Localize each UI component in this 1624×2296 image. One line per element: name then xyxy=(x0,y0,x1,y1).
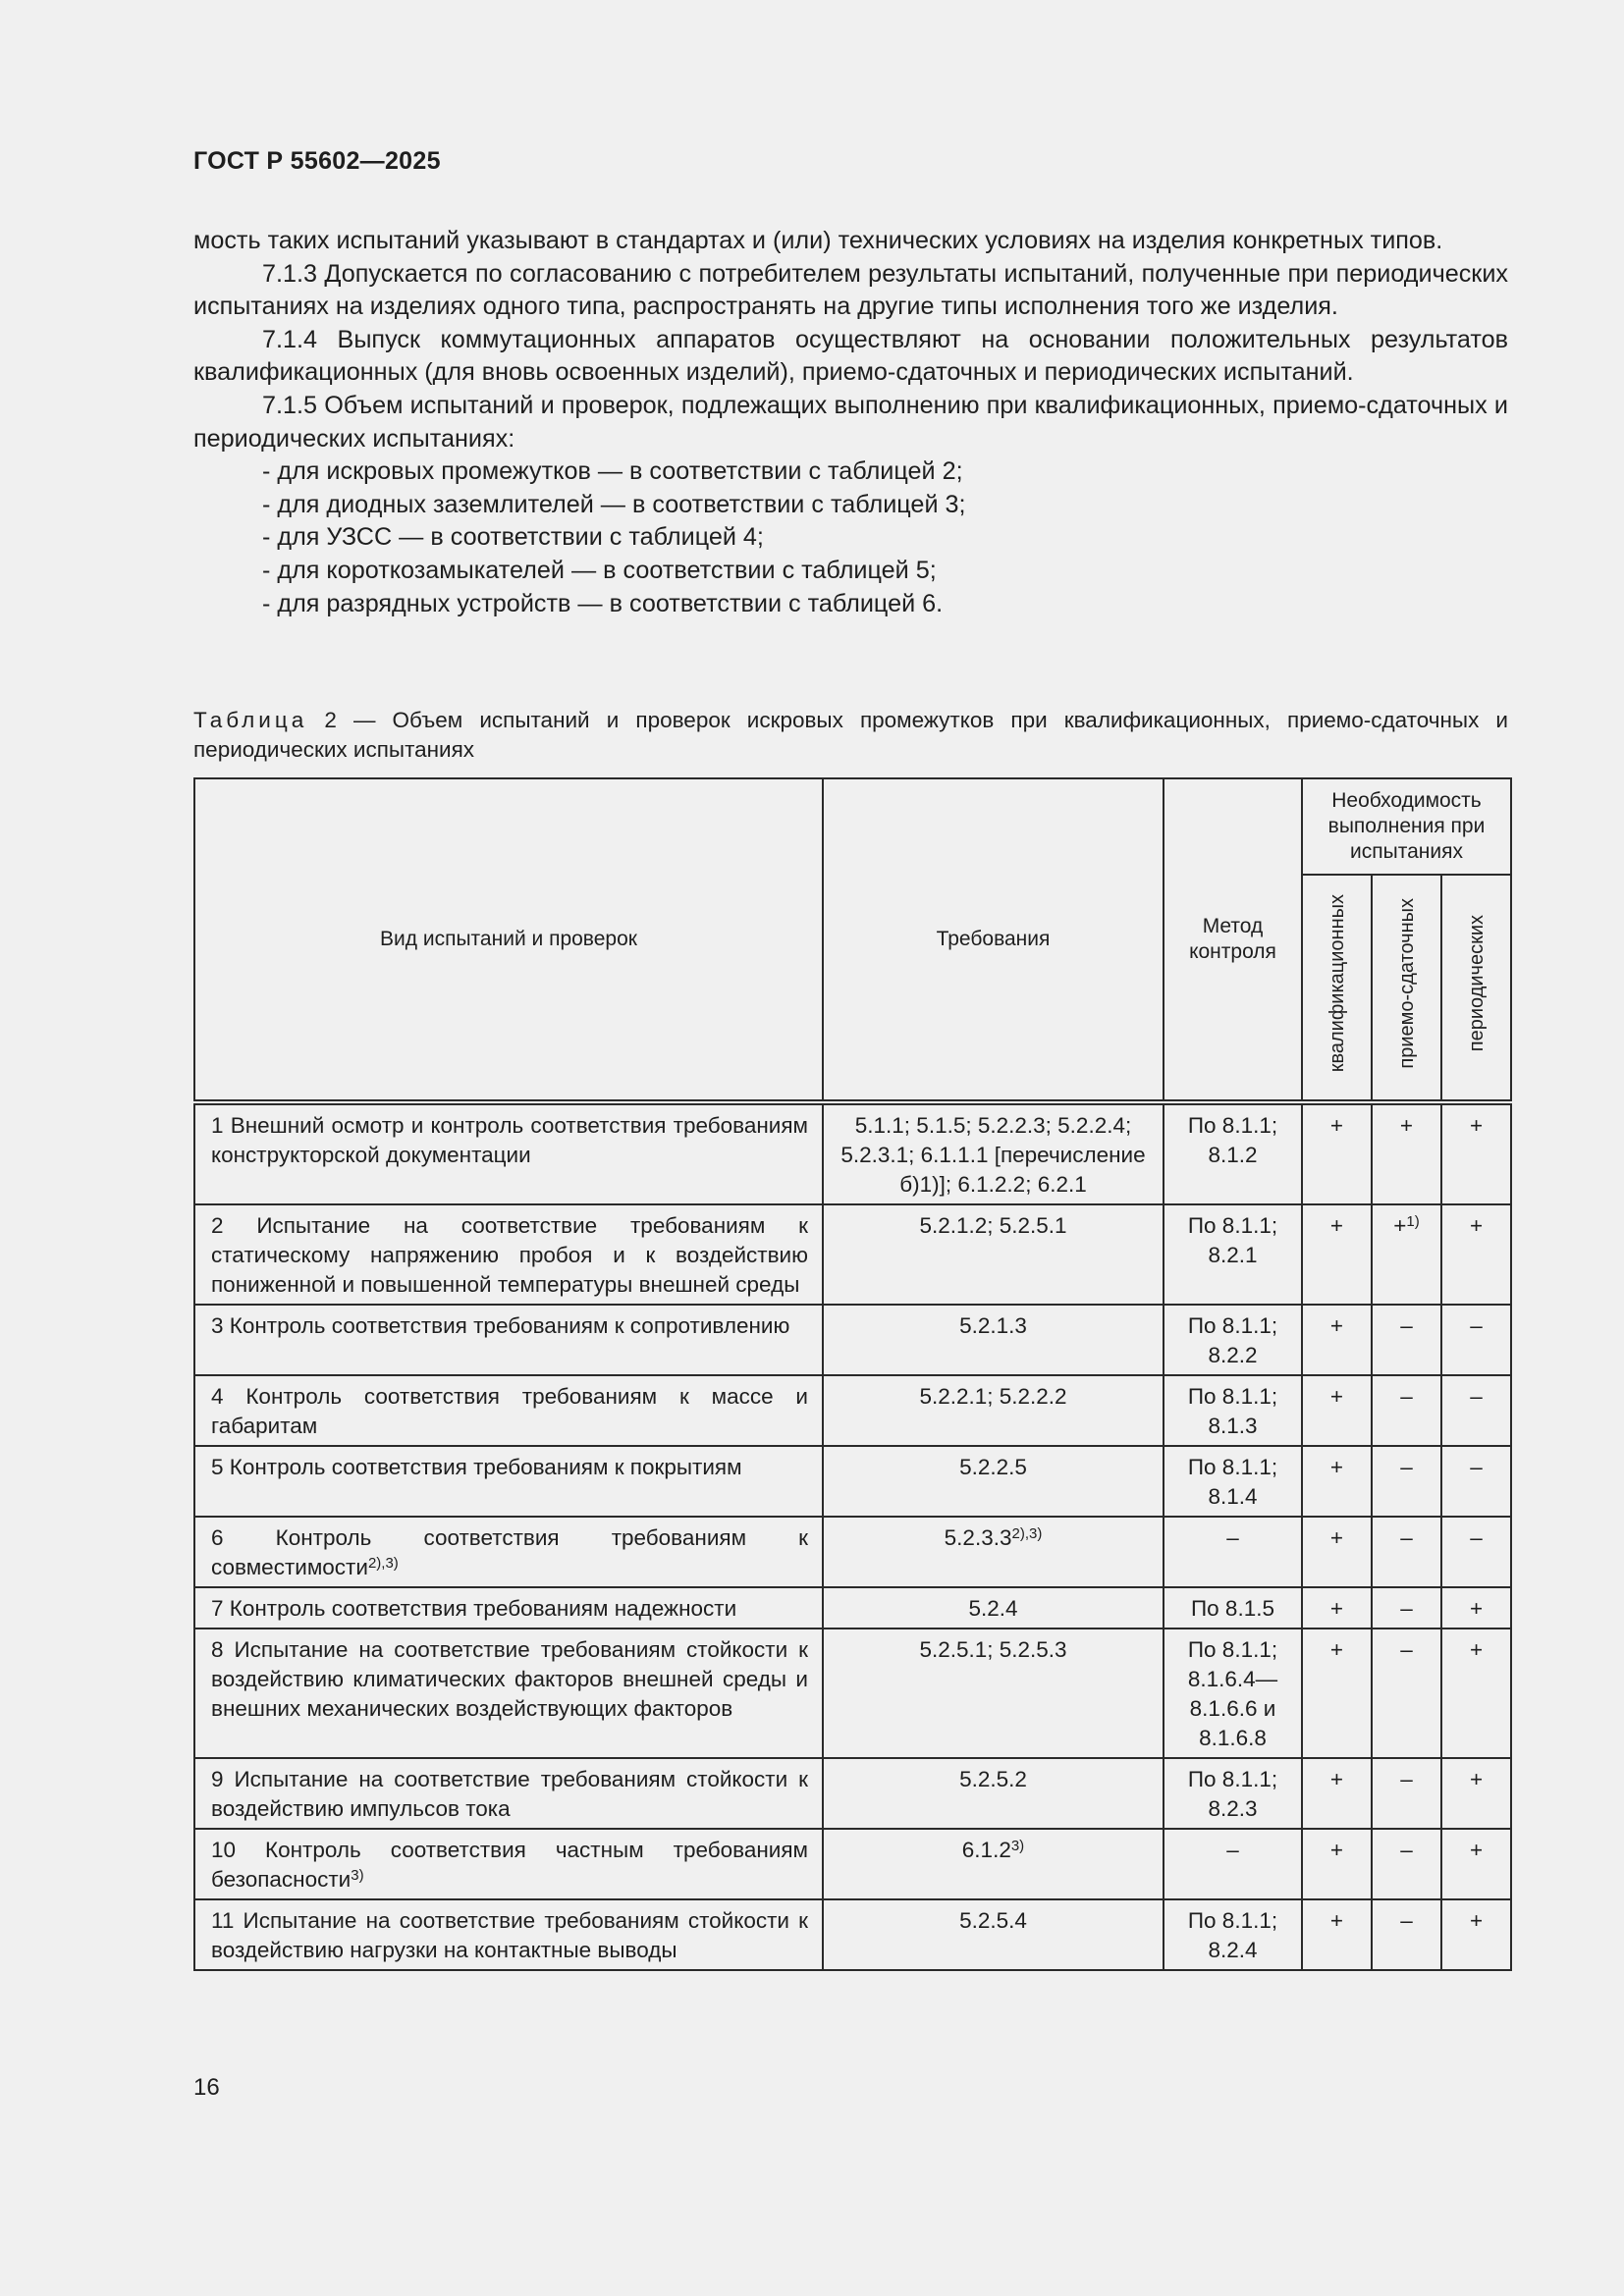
requirements-cell xyxy=(823,1204,1164,1305)
header-acceptance xyxy=(1372,875,1441,1102)
requirements-cell-text: 5.2.4 xyxy=(968,1596,1018,1621)
acceptance-mark xyxy=(1372,1375,1441,1446)
acceptance-mark-text: – xyxy=(1400,1838,1413,1862)
method-cell xyxy=(1164,1305,1302,1375)
method-cell xyxy=(1164,1758,1302,1829)
requirements-cell xyxy=(823,1517,1164,1587)
method-cell xyxy=(1164,1102,1302,1204)
acceptance-mark-text: – xyxy=(1400,1455,1413,1479)
test-name-cell xyxy=(194,1204,823,1305)
qualification-mark xyxy=(1302,1829,1372,1899)
requirements-cell-text: 5.2.5.1; 5.2.5.3 xyxy=(919,1637,1067,1662)
requirements-cell-text: 5.2.5.4 xyxy=(959,1908,1027,1933)
table-row xyxy=(194,1517,1511,1587)
tests-table xyxy=(193,777,1512,1971)
acceptance-mark xyxy=(1372,1899,1441,1970)
periodic-mark-text: + xyxy=(1469,1596,1484,1621)
test-name-cell xyxy=(194,1375,823,1446)
requirements-cell-text: 5.2.5.2 xyxy=(959,1767,1027,1791)
method-cell xyxy=(1164,1829,1302,1899)
method-cell xyxy=(1164,1629,1302,1758)
test-name-cell xyxy=(194,1758,823,1829)
qualification-mark-text: + xyxy=(1329,1525,1344,1550)
test-name-cell-text: 1 Внешний осмотр и контроль соответствия требованиям конструкторской документации xyxy=(211,1113,808,1167)
requirements-cell xyxy=(823,1305,1164,1375)
tests-table-body xyxy=(194,1102,1511,1970)
header-test-type: Вид испытаний и проверок xyxy=(194,778,823,1102)
method-cell-text: По 8.1.1; 8.2.3 xyxy=(1187,1767,1278,1821)
periodic-mark xyxy=(1441,1446,1511,1517)
qualification-mark xyxy=(1302,1758,1372,1829)
qualification-mark-text: + xyxy=(1329,1313,1344,1338)
qualification-mark-text: + xyxy=(1329,1767,1344,1791)
qualification-mark-text: + xyxy=(1329,1213,1344,1238)
method-cell-text: По 8.1.1; 8.2.4 xyxy=(1187,1908,1278,1962)
table-caption-text: 2 — Объем испытаний и проверок искровых промежутков при квалификационных, приемо-сдаточных и периодических испытаниях xyxy=(193,708,1508,762)
standard-header: ГОСТ Р 55602—2025 xyxy=(193,147,441,175)
test-name-cell xyxy=(194,1102,823,1204)
test-name-cell xyxy=(194,1305,823,1375)
periodic-mark xyxy=(1441,1517,1511,1587)
qualification-mark-text: + xyxy=(1329,1838,1344,1862)
acceptance-mark-text: – xyxy=(1400,1637,1413,1662)
qualification-mark xyxy=(1302,1375,1372,1446)
acceptance-mark xyxy=(1372,1629,1441,1758)
list-item: - для диодных заземлителей — в соответствии с таблицей 3; xyxy=(262,490,966,518)
method-cell-text: – xyxy=(1226,1838,1239,1862)
periodic-mark xyxy=(1441,1102,1511,1204)
header-requirements: Требования xyxy=(823,778,1164,1102)
periodic-mark xyxy=(1441,1629,1511,1758)
requirements-cell xyxy=(823,1899,1164,1970)
qualification-mark-text: + xyxy=(1329,1384,1344,1409)
requirements-cell-text: 5.2.1.2; 5.2.5.1 xyxy=(919,1213,1067,1238)
acceptance-mark-text: + xyxy=(1393,1213,1407,1238)
method-cell-text: – xyxy=(1226,1525,1239,1550)
test-name-cell xyxy=(194,1517,823,1587)
test-name-cell-text: 3 Контроль соответствия требованиям к сопротивлению xyxy=(211,1313,790,1338)
periodic-mark xyxy=(1441,1587,1511,1629)
table-caption-label: Таблица xyxy=(193,708,308,732)
qualification-mark xyxy=(1302,1446,1372,1517)
acceptance-mark xyxy=(1372,1587,1441,1629)
method-cell-text: По 8.1.1; 8.2.1 xyxy=(1187,1213,1278,1267)
acceptance-mark xyxy=(1372,1102,1441,1204)
footnote-ref: 3) xyxy=(1010,1838,1025,1854)
periodic-mark xyxy=(1441,1305,1511,1375)
qualification-mark xyxy=(1302,1517,1372,1587)
requirements-cell-text: 5.2.3.3 xyxy=(944,1525,1012,1550)
requirements-cell-text: 5.1.1; 5.1.5; 5.2.2.3; 5.2.2.4; 5.2.3.1; 6.1.1.1 [перечисление б)1)]; 6.1.2.2; 6.2.1 xyxy=(840,1113,1146,1197)
footnote-ref: 2),3) xyxy=(1011,1525,1043,1542)
qualification-mark xyxy=(1302,1899,1372,1970)
periodic-mark-text: + xyxy=(1469,1767,1484,1791)
test-name-cell-text: 11 Испытание на соответствие требованиям стойкости к воздействию нагрузки на контактные выводы xyxy=(211,1908,808,1962)
method-cell-text: По 8.1.1; 8.2.2 xyxy=(1187,1313,1278,1367)
qualification-mark xyxy=(1302,1587,1372,1629)
test-name-cell xyxy=(194,1629,823,1758)
table-row xyxy=(194,1629,1511,1758)
list-item: - для короткозамыкателей — в соответствии с таблицей 5; xyxy=(262,556,937,584)
method-cell xyxy=(1164,1204,1302,1305)
periodic-mark xyxy=(1441,1204,1511,1305)
periodic-mark xyxy=(1441,1829,1511,1899)
acceptance-mark xyxy=(1372,1204,1441,1305)
test-name-cell-text: 5 Контроль соответствия требованиям к покрытиям xyxy=(211,1455,742,1479)
qualification-mark-text: + xyxy=(1329,1908,1344,1933)
periodic-mark-text: – xyxy=(1470,1313,1483,1338)
footnote-ref: 3) xyxy=(351,1867,364,1884)
paragraph: мость таких испытаний указывают в стандартах и (или) технических условиях на изделия конкретных типов. xyxy=(193,227,1443,254)
test-name-cell-text: 4 Контроль соответствия требованиям к массе и габаритам xyxy=(211,1384,808,1438)
acceptance-mark xyxy=(1372,1517,1441,1587)
table-row xyxy=(194,1899,1511,1970)
method-cell xyxy=(1164,1375,1302,1446)
acceptance-mark-text: – xyxy=(1400,1767,1413,1791)
periodic-mark-text: – xyxy=(1470,1525,1483,1550)
test-name-cell-text: 10 Контроль соответствия частным требованиям безопасности xyxy=(211,1838,808,1892)
requirements-cell xyxy=(823,1587,1164,1629)
list-item: - для разрядных устройств — в соответствии с таблицей 6. xyxy=(262,589,944,617)
table-row xyxy=(194,1829,1511,1899)
test-name-cell xyxy=(194,1899,823,1970)
method-cell-text: По 8.1.1; 8.1.4 xyxy=(1187,1455,1278,1509)
requirements-cell xyxy=(823,1446,1164,1517)
method-cell xyxy=(1164,1446,1302,1517)
periodic-mark-text: – xyxy=(1470,1455,1483,1479)
requirements-cell xyxy=(823,1375,1164,1446)
requirements-cell xyxy=(823,1758,1164,1829)
requirements-cell xyxy=(823,1829,1164,1899)
table-row xyxy=(194,1375,1511,1446)
acceptance-mark xyxy=(1372,1446,1441,1517)
footnote-ref: 1) xyxy=(1406,1213,1420,1230)
acceptance-mark-text: – xyxy=(1400,1908,1413,1933)
acceptance-mark-text: – xyxy=(1400,1313,1413,1338)
qualification-mark-text: + xyxy=(1329,1596,1344,1621)
qualification-mark xyxy=(1302,1629,1372,1758)
method-cell xyxy=(1164,1899,1302,1970)
list-item: - для УЗСС — в соответствии с таблицей 4; xyxy=(262,523,764,552)
requirements-cell xyxy=(823,1102,1164,1204)
header-qualification-label: квалификационных xyxy=(1326,894,1348,1073)
periodic-mark-text: + xyxy=(1469,1113,1484,1138)
page-number: 16 xyxy=(193,2074,220,2101)
requirements-cell-text: 6.1.2 xyxy=(961,1838,1011,1862)
list-item: - для искровых промежутков — в соответствии с таблицей 2; xyxy=(262,457,963,486)
test-name-cell-text: 6 Контроль соответствия требованиям к совместимости xyxy=(211,1525,808,1579)
periodic-mark-text: + xyxy=(1469,1838,1484,1862)
test-name-cell-text: 2 Испытание на соответствие требованиям к статическому напряжению пробоя и к воздействию пониженной и повышенной температуры внешней среды xyxy=(211,1213,808,1297)
table-row xyxy=(194,1587,1511,1629)
test-name-cell xyxy=(194,1829,823,1899)
table-row xyxy=(194,1446,1511,1517)
method-cell-text: По 8.1.1; 8.1.2 xyxy=(1187,1113,1278,1167)
header-qualification xyxy=(1302,875,1372,1102)
acceptance-mark xyxy=(1372,1305,1441,1375)
method-cell-text: По 8.1.5 xyxy=(1191,1596,1274,1621)
acceptance-mark-text: – xyxy=(1400,1596,1413,1621)
footnote-ref: 2),3) xyxy=(367,1555,399,1572)
periodic-mark xyxy=(1441,1899,1511,1970)
qualification-mark xyxy=(1302,1305,1372,1375)
test-name-cell-text: 8 Испытание на соответствие требованиям стойкости к воздействию климатических факторов внешней среды и внешних механических воздействующих факторов xyxy=(211,1637,808,1721)
qualification-mark-text: + xyxy=(1329,1637,1344,1662)
paragraph: 7.1.5 Объем испытаний и проверок, подлежащих выполнению при квалификационных, приемо-сдаточных и периодических испытаниях: xyxy=(193,391,1508,453)
test-name-cell xyxy=(194,1587,823,1629)
header-acceptance-label: приемо-сдаточных xyxy=(1395,898,1418,1069)
paragraph: 7.1.3 Допускается по согласованию с потребителем результаты испытаний, полученные при периодических испытаниях на изделиях одного типа, распространять на другие типы исполнения того же изделия. xyxy=(193,259,1508,321)
method-cell-text: По 8.1.1; 8.1.3 xyxy=(1187,1384,1278,1438)
periodic-mark-text: + xyxy=(1469,1213,1484,1238)
table-row xyxy=(194,1102,1511,1204)
test-name-cell-text: 7 Контроль соответствия требованиям надежности xyxy=(211,1596,737,1621)
acceptance-mark xyxy=(1372,1829,1441,1899)
table-caption xyxy=(193,706,1508,765)
header-method: Метод контроля xyxy=(1164,778,1302,1102)
paragraph: 7.1.4 Выпуск коммутационных аппаратов осуществляют на основании положительных результатов квалификационных (для вновь освоенных изделий), приемо-сдаточных и периодических испытаний. xyxy=(193,325,1508,387)
periodic-mark xyxy=(1441,1375,1511,1446)
acceptance-mark-text: – xyxy=(1400,1384,1413,1409)
test-name-cell-text: 9 Испытание на соответствие требованиям стойкости к воздействию импульсов тока xyxy=(211,1767,808,1821)
method-cell xyxy=(1164,1587,1302,1629)
acceptance-mark-text: + xyxy=(1399,1113,1414,1138)
acceptance-mark xyxy=(1372,1758,1441,1829)
header-necessity: Необходимость выполнения при испытаниях xyxy=(1302,778,1511,875)
periodic-mark-text: + xyxy=(1469,1908,1484,1933)
qualification-mark xyxy=(1302,1204,1372,1305)
requirements-cell xyxy=(823,1629,1164,1758)
requirements-cell-text: 5.2.1.3 xyxy=(959,1313,1027,1338)
qualification-mark-text: + xyxy=(1329,1455,1344,1479)
qualification-mark-text: + xyxy=(1329,1113,1344,1138)
requirements-cell-text: 5.2.2.1; 5.2.2.2 xyxy=(919,1384,1067,1409)
body-text xyxy=(193,225,1508,620)
acceptance-mark-text: – xyxy=(1400,1525,1413,1550)
periodic-mark xyxy=(1441,1758,1511,1829)
table-row xyxy=(194,1204,1511,1305)
header-periodic-label: периодических xyxy=(1465,915,1488,1052)
periodic-mark-text: – xyxy=(1470,1384,1483,1409)
header-periodic xyxy=(1441,875,1511,1102)
periodic-mark-text: + xyxy=(1469,1637,1484,1662)
test-name-cell xyxy=(194,1446,823,1517)
requirements-cell-text: 5.2.2.5 xyxy=(959,1455,1027,1479)
method-cell xyxy=(1164,1517,1302,1587)
table-row xyxy=(194,1758,1511,1829)
method-cell-text: По 8.1.1; 8.1.6.4— 8.1.6.6 и 8.1.6.8 xyxy=(1187,1637,1278,1750)
qualification-mark xyxy=(1302,1102,1372,1204)
table-row xyxy=(194,1305,1511,1375)
